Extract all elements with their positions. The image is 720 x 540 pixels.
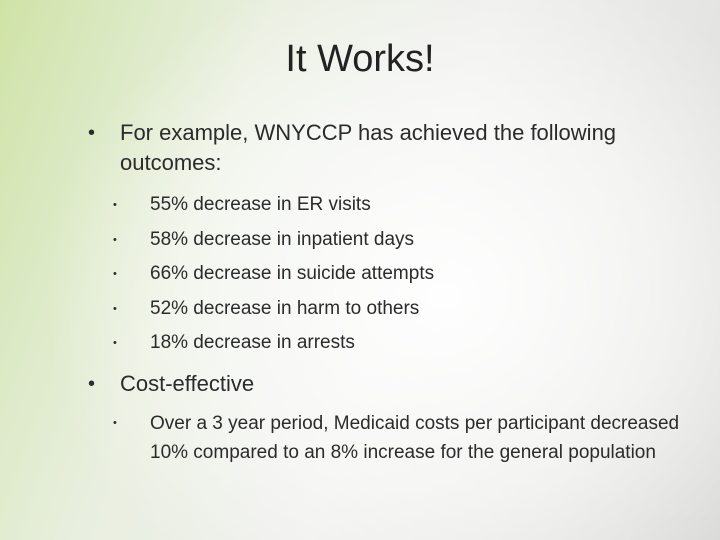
cost-sublist [88,409,688,467]
bullet-icon: • [113,337,117,349]
sub-bullet [88,223,688,258]
sub-bullet-text: Over a 3 year period, Medicaid costs per participant decreased 10% compared to an 8% increase for the general population [150,412,680,463]
sub-bullet [88,292,688,327]
slide-title: It Works! [285,38,435,80]
sub-bullet [88,326,688,361]
bullet-icon: • [88,372,96,395]
sub-bullet-text: 52% decrease in harm to others [150,297,420,319]
sub-bullet-text: 55% decrease in ER visits [150,194,371,215]
bullet-list [88,118,688,467]
sub-bullet-text: 66% decrease in suicide attempts [150,263,435,284]
bullet-icon: • [113,268,117,280]
bullet-icon: • [88,122,96,144]
bullet-icon: • [113,233,117,246]
sub-bullet [88,257,688,292]
sub-bullet [88,409,688,467]
bullet-icon: • [113,302,117,315]
bullet-text: For example, WNYCCP has achieved the following outcomes: [120,120,617,175]
bullet-icon: • [113,199,117,211]
sub-bullet-text: 18% decrease in arrests [150,332,355,353]
sub-bullet [88,188,688,223]
bullet-icon: • [113,416,117,429]
bullet-cost-effective [88,369,688,399]
outcomes-sublist [88,188,688,361]
bullet-outcomes [88,118,688,178]
sub-bullet-text: 58% decrease in inpatient days [150,228,415,250]
bullet-text: Cost-effective [120,370,255,396]
